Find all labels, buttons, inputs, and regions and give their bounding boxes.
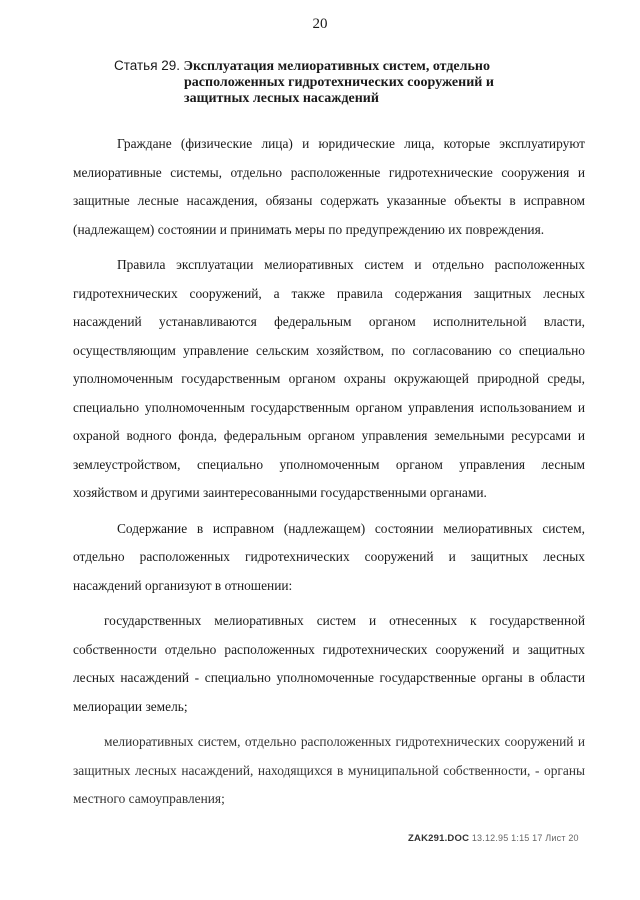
article-title-line-1: Эксплуатация мелиоративных систем, отдельно bbox=[183, 59, 490, 74]
paragraph-operating-rules: Правила эксплуатации мелиоративных систем и отдельно расположенных гидротехнических сооружений, а также правила содержания защитных лесных насаждений устанавливаются федеральным органом исполнительной власти, осуществляющим управление сельским хозяйством, по согласованию со специально уполномоченным государственным органом охраны окружающей природной среды, специально уполномоченным государственным органом управления использованием и охраной водного фонда, федеральным органом управления земельными ресурсами и землеустройством, специально уполномоченным органом управления лесным хозяйством и другими заинтересованными государственными органами. bbox=[73, 257, 585, 500]
paragraph-obligations: Граждане (физические лица) и юридические лица, которые эксплуатируют мелиоративные системы, отдельно расположенные гидротехнические сооружения и защитные лесные насаждения, обязаны содержать указанные объекты в исправном (надлежащем) состоянии и принимать меры по предупреждению их повреждения. bbox=[73, 136, 585, 237]
article-title-line-3: защитных лесных насаждений bbox=[184, 91, 379, 106]
list-item-state-systems: государственных мелиоративных систем и отнесенных к государственной собственности отдельно расположенных гидротехнических сооружений и защитных лесных насаждений - специально уполномоченные государственные органы в области мелиорации земель; bbox=[73, 613, 585, 714]
article-heading bbox=[114, 58, 554, 107]
article-title-line-2: расположенных гидротехнических сооружений и bbox=[184, 75, 494, 90]
paragraph-maintenance-intro: Содержание в исправном (надлежащем) состоянии мелиоративных систем, отдельно расположенных гидротехнических сооружений и защитных лесных насаждений организуют в отношении: bbox=[73, 520, 585, 593]
article-body bbox=[73, 130, 585, 821]
footer-file-name: ZAK291.DOC bbox=[408, 833, 470, 844]
article-label: Статья 29. bbox=[114, 58, 181, 73]
page-number: 20 bbox=[312, 16, 328, 32]
list-item-municipal-systems: мелиоративных систем, отдельно расположенных гидротехнических сооружений и защитных лесных насаждений, находящихся в муниципальной собственности, - органы местного самоуправления; bbox=[73, 734, 585, 806]
document-footer bbox=[408, 833, 579, 844]
footer-file-meta: 13.12.95 1:15 17 Лист 20 bbox=[471, 833, 579, 843]
